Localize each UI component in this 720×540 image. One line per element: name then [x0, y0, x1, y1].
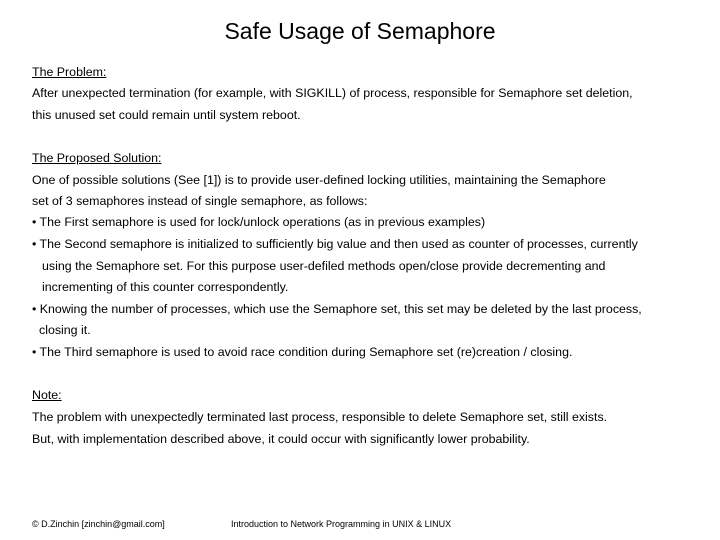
- problem-heading: The Problem:: [32, 65, 107, 79]
- problem-line: After unexpected termination (for example, with SIGKILL) of process, responsible for Semaphore set deletion,: [32, 86, 633, 100]
- solution-line: set of 3 semaphores instead of single semaphore, as follows:: [32, 194, 368, 208]
- solution-bullet: • The First semaphore is used for lock/unlock operations (as in previous examples): [32, 215, 486, 229]
- solution-line: One of possible solutions (See [1]) is to provide user-defined locking utilities, maintaining the Semaphore: [32, 173, 606, 187]
- solution-bullet-continuation: closing it.: [39, 323, 91, 337]
- solution-bullet-continuation: incrementing of this counter correspondently.: [42, 280, 289, 294]
- problem-line: this unused set could remain until system reboot.: [32, 108, 301, 122]
- solution-bullet-continuation: using the Semaphore set. For this purpose user-defiled methods open/close provide decrementing and: [42, 259, 606, 273]
- footer-course-title: Introduction to Network Programming in UNIX & LINUX: [231, 519, 452, 529]
- note-line: The problem with unexpectedly terminated last process, responsible to delete Semaphore set, still exists.: [32, 410, 608, 424]
- solution-bullet: • The Third semaphore is used to avoid race condition during Semaphore set (re)creation / closing.: [32, 345, 573, 359]
- note-line: But, with implementation described above, it could occur with significantly lower probability.: [32, 432, 530, 446]
- note-heading: Note:: [32, 388, 62, 402]
- solution-bullet: • The Second semaphore is initialized to sufficiently big value and then used as counter of processes, currently: [32, 237, 638, 251]
- solution-bullet: • Knowing the number of processes, which use the Semaphore set, this set may be deleted by the last process,: [32, 302, 642, 316]
- slide-title: Safe Usage of Semaphore: [224, 18, 496, 44]
- solution-heading: The Proposed Solution:: [32, 151, 162, 165]
- footer-author: © D.Zinchin [zinchin@gmail.com]: [32, 519, 165, 529]
